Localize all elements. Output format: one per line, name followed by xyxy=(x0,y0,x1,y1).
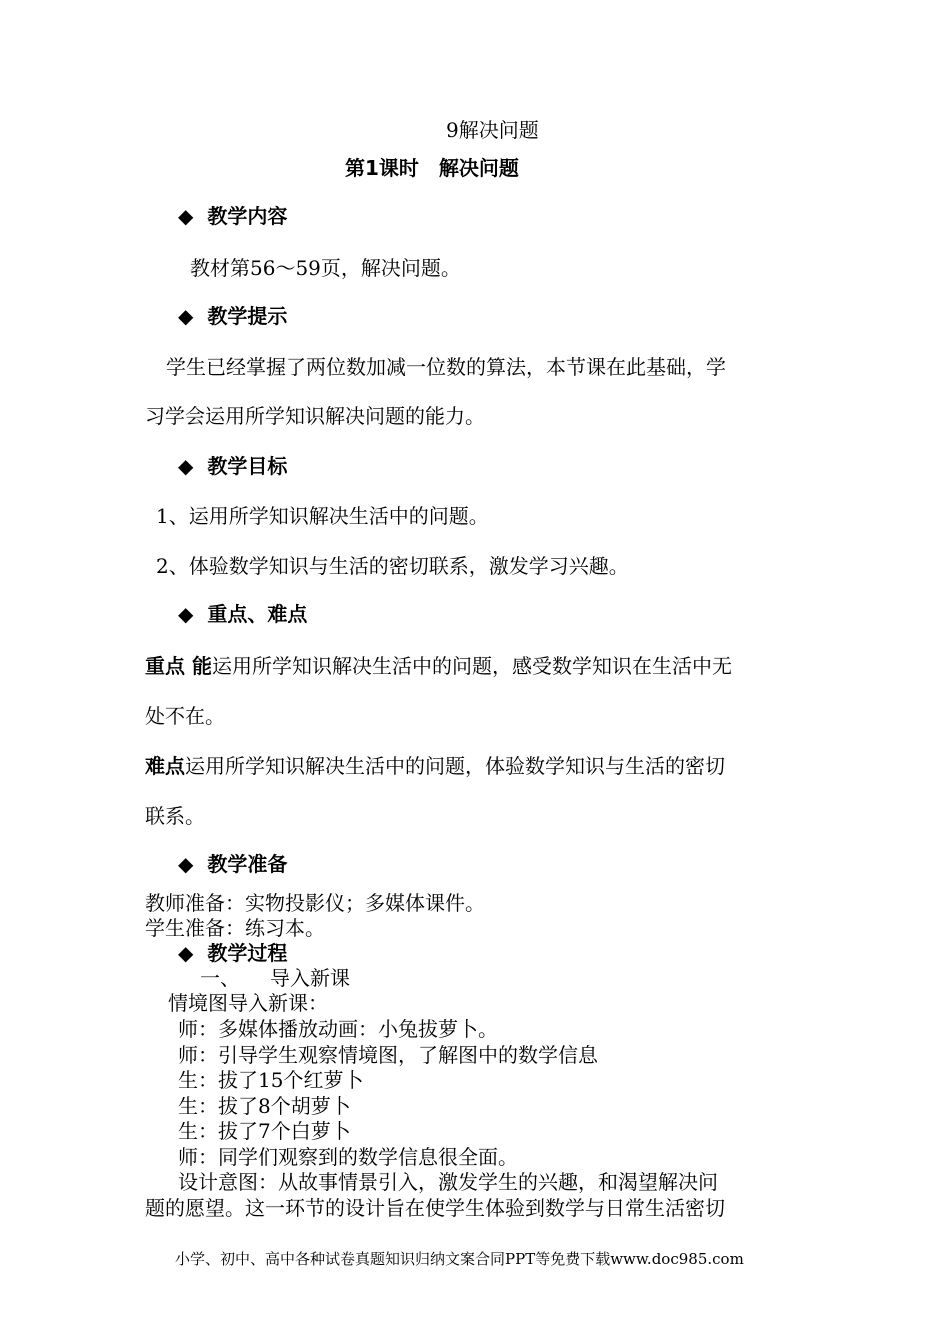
document-title: 9解决问题 xyxy=(446,118,539,142)
student-prep: 学生准备：练习本。 xyxy=(145,916,325,940)
process-line: 生：拔了7个白萝卜 xyxy=(178,1119,351,1143)
lesson-subtitle: 第1课时 解决问题 xyxy=(345,156,519,180)
diamond-bullet-icon: ◆ xyxy=(178,941,194,965)
key-point-line-2: 处不在。 xyxy=(145,704,225,728)
heading-hint xyxy=(178,304,287,328)
footer-text: 小学、初中、高中各种试卷真题知识归纳文案合同PPT等免费下载www.doc985.com xyxy=(175,1250,744,1268)
hint-line-2: 习学会运用所学知识解决问题的能力。 xyxy=(145,404,485,428)
heading-text: 教学内容 xyxy=(207,204,288,228)
difficulty-text: 运用所学知识解决生活中的问题，体验数学知识与生活的密切 xyxy=(185,754,725,778)
process-line: 设计意图：从故事情景引入，激发学生的兴趣，和渴望解决问 xyxy=(178,1170,718,1194)
diamond-bullet-icon: ◆ xyxy=(178,304,194,328)
process-line: 生：拔了15个红萝卜 xyxy=(178,1068,364,1092)
heading-key xyxy=(178,602,307,626)
heading-text: 教学过程 xyxy=(207,941,288,965)
teacher-prep: 教师准备：实物投影仪；多媒体课件。 xyxy=(145,891,485,915)
content-text: 教材第56～59页，解决问题。 xyxy=(190,256,461,280)
heading-process xyxy=(178,941,287,965)
key-point-text: 运用所学知识解决生活中的问题，感受数学知识在生活中无 xyxy=(211,654,732,678)
process-line: 生：拔了8个胡萝卜 xyxy=(178,1094,351,1118)
heading-content xyxy=(178,204,287,228)
heading-goals xyxy=(178,454,287,478)
heading-text: 教学目标 xyxy=(207,454,288,478)
diamond-bullet-icon: ◆ xyxy=(178,454,194,478)
process-line: 师：同学们观察到的数学信息很全面。 xyxy=(178,1145,518,1169)
diamond-bullet-icon: ◆ xyxy=(178,204,194,228)
key-point-label: 重点 能 xyxy=(145,654,212,678)
process-line: 情境图导入新课： xyxy=(168,991,328,1015)
process-line: 题的愿望。这一环节的设计旨在使学生体验到数学与日常生活密切 xyxy=(145,1196,725,1220)
difficulty-label: 难点 xyxy=(145,754,185,778)
key-point-line-1 xyxy=(145,654,732,678)
heading-prep xyxy=(178,852,287,876)
diamond-bullet-icon: ◆ xyxy=(178,852,194,876)
heading-text: 教学提示 xyxy=(207,304,288,328)
heading-text: 教学准备 xyxy=(207,852,288,876)
difficulty-line-1 xyxy=(145,754,725,778)
hint-line-1: 学生已经掌握了两位数加减一位数的算法，本节课在此基础，学 xyxy=(166,355,726,379)
goal-item-2: 2、体验数学知识与生活的密切联系，激发学习兴趣。 xyxy=(156,554,629,578)
process-line: 一、 导入新课 xyxy=(200,966,350,990)
difficulty-line-2: 联系。 xyxy=(145,804,205,828)
process-line: 师：引导学生观察情境图，了解图中的数学信息 xyxy=(178,1043,598,1067)
process-line: 师：多媒体播放动画：小兔拔萝卜。 xyxy=(178,1017,498,1041)
diamond-bullet-icon: ◆ xyxy=(178,602,194,626)
heading-text: 重点、难点 xyxy=(207,602,308,626)
goal-item-1: 1、运用所学知识解决生活中的问题。 xyxy=(156,504,489,528)
